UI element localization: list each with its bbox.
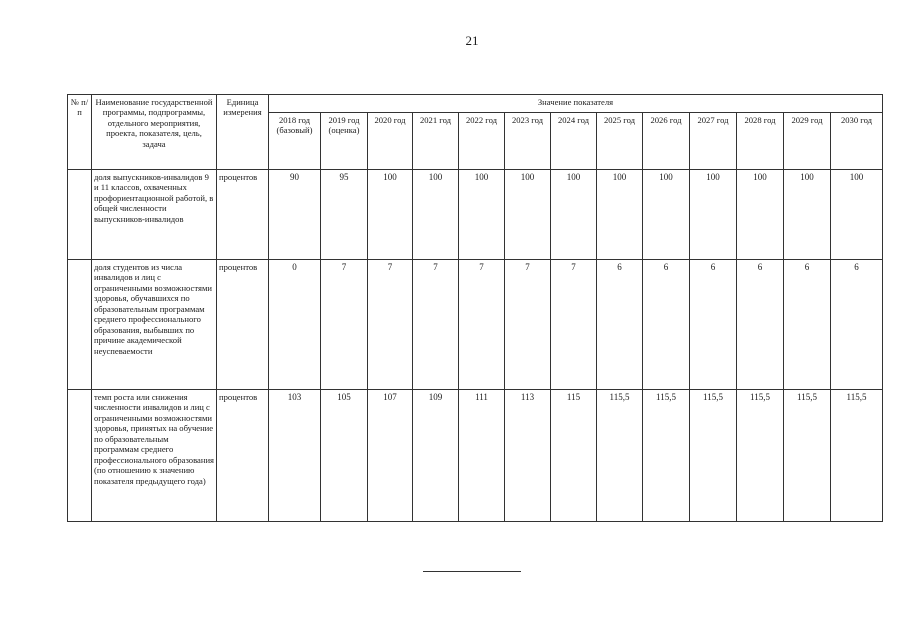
indicator-value: 7 [321, 260, 368, 390]
indicator-value: 115,5 [831, 390, 883, 522]
header-name: Наименование государственной программы, подпрограммы, отдельного мероприятия, проекта, показателя, цель, задача [92, 95, 217, 170]
indicator-value: 100 [551, 170, 597, 260]
indicator-name: доля выпускников-инвалидов 9 и 11 классов, охваченных профориентационной работой, в общей численности выпускников-инвалидов [92, 170, 217, 260]
indicator-value: 100 [459, 170, 505, 260]
table-row [68, 260, 883, 390]
indicator-value: 7 [505, 260, 551, 390]
indicator-value: 115,5 [643, 390, 690, 522]
header-values-group: Значение показателя [269, 95, 883, 113]
indicator-value: 100 [505, 170, 551, 260]
header-year: 2028 год [737, 113, 784, 170]
indicator-value: 7 [413, 260, 459, 390]
header-year: 2030 год [831, 113, 883, 170]
indicator-value: 6 [831, 260, 883, 390]
indicator-value: 90 [269, 170, 321, 260]
indicator-value: 115,5 [784, 390, 831, 522]
indicator-value: 107 [368, 390, 413, 522]
indicator-value: 113 [505, 390, 551, 522]
header-unit: Единица измерения [217, 95, 269, 170]
indicator-value: 100 [784, 170, 831, 260]
header-year: 2019 год (оценка) [321, 113, 368, 170]
indicator-value: 6 [784, 260, 831, 390]
indicator-value: 7 [368, 260, 413, 390]
page-number: 21 [465, 33, 479, 48]
indicator-value: 100 [690, 170, 737, 260]
indicator-value: 6 [737, 260, 784, 390]
indicator-value: 7 [551, 260, 597, 390]
header-year: 2026 год [643, 113, 690, 170]
indicator-value: 109 [413, 390, 459, 522]
indicator-value: 6 [690, 260, 737, 390]
header-year: 2027 год [690, 113, 737, 170]
indicator-value: 0 [269, 260, 321, 390]
row-num [68, 260, 92, 390]
row-num [68, 170, 92, 260]
indicator-value: 6 [597, 260, 643, 390]
indicator-name: темп роста или снижения численности инвалидов и лиц с ограниченными возможностями здоровья, принятых на обучение по образовательным программам среднего профессионального образования (по отношению к значению показателя предыдущего года) [92, 390, 217, 522]
indicator-value: 7 [459, 260, 505, 390]
row-num [68, 390, 92, 522]
indicator-value: 115,5 [597, 390, 643, 522]
table-row [68, 170, 883, 260]
header-year: 2024 год [551, 113, 597, 170]
indicator-value: 105 [321, 390, 368, 522]
indicator-value: 95 [321, 170, 368, 260]
indicator-value: 100 [737, 170, 784, 260]
indicator-unit: процентов [217, 170, 269, 260]
indicator-value: 100 [831, 170, 883, 260]
indicator-value: 115,5 [737, 390, 784, 522]
indicator-unit: процентов [217, 260, 269, 390]
indicator-value: 100 [413, 170, 459, 260]
indicator-value: 100 [368, 170, 413, 260]
header-year: 2023 год [505, 113, 551, 170]
indicator-value: 100 [597, 170, 643, 260]
footer-divider [423, 571, 521, 572]
header-year: 2025 год [597, 113, 643, 170]
header-year: 2021 год [413, 113, 459, 170]
header-year: 2020 год [368, 113, 413, 170]
indicator-unit: процентов [217, 390, 269, 522]
header-year: 2018 год (базовый) [269, 113, 321, 170]
indicator-value: 100 [643, 170, 690, 260]
header-year: 2029 год [784, 113, 831, 170]
indicator-value: 103 [269, 390, 321, 522]
indicators-table [67, 94, 883, 522]
indicator-value: 115 [551, 390, 597, 522]
indicator-name: доля студентов из числа инвалидов и лиц с ограниченными возможностями здоровья, обучавшихся по образовательным программам среднего профессионального образования, выбывших по причине академической неуспеваемости [92, 260, 217, 390]
indicator-value: 6 [643, 260, 690, 390]
indicator-value: 111 [459, 390, 505, 522]
header-year: 2022 год [459, 113, 505, 170]
indicator-value: 115,5 [690, 390, 737, 522]
header-num: № п/п [68, 95, 92, 170]
table-row [68, 390, 883, 522]
